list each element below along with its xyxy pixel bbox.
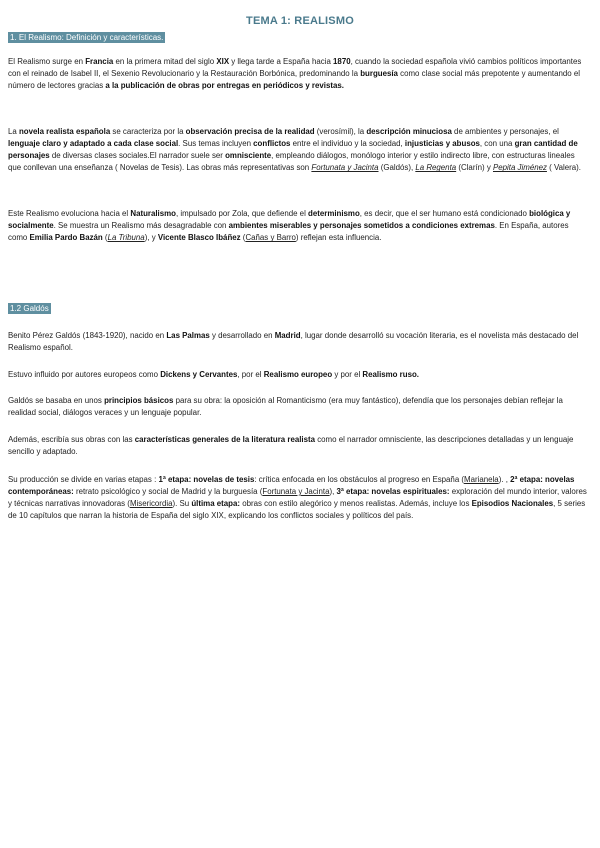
work-title-link: Misericordia xyxy=(129,499,173,509)
paragraph-stages xyxy=(8,474,588,522)
body-text: ( Valera). xyxy=(546,163,581,173)
body-text: , empleando diálogos, monólogo interior y estilo indirecto libre, con estructuras lineales que conllevan una enseñanza ( Novelas de Tesis). Las obras más representativas son xyxy=(8,151,575,173)
body-text: , es decir, que el ser humano está condicionado xyxy=(359,209,530,218)
emphasis-text xyxy=(493,163,547,172)
bold-text: injusticias y abusos xyxy=(404,139,480,149)
bold-text: lenguaje claro y adaptado a cada clase social xyxy=(8,139,179,149)
body-text: Estuvo influido por autores europeos como xyxy=(8,370,161,379)
bold-text: burguesía xyxy=(360,69,398,79)
section-heading-galdos: 1.2 Galdós xyxy=(10,304,49,313)
section-heading-realismo: 1. El Realismo: Definición y características. xyxy=(10,33,164,42)
document-title: TEMA 1: REALISMO xyxy=(246,15,354,27)
body-text: , por el xyxy=(237,370,264,379)
bold-text: Realismo ruso. xyxy=(362,370,419,379)
work-title-link: La Tribuna xyxy=(107,233,145,243)
body-text: entre el individuo y la sociedad, xyxy=(290,139,405,149)
bold-text: 1ª etapa: novelas de tesis xyxy=(158,475,255,484)
body-text: ( xyxy=(102,233,108,243)
body-text: de ambientes y personajes, el xyxy=(451,127,559,136)
paragraph-principles xyxy=(8,395,588,419)
bold-text: XIX xyxy=(216,57,230,66)
work-title-link: La Regenta xyxy=(415,163,457,173)
body-text: Galdós se basaba en unos xyxy=(8,396,105,405)
body-text: y llega tarde a España hacia xyxy=(229,57,334,66)
body-text: ). Su xyxy=(172,499,192,509)
body-text: : crítica enfocada en los obstáculos al progreso en España ( xyxy=(254,475,465,484)
body-text: (Clarín) y xyxy=(456,163,493,173)
bold-text: novela realista española xyxy=(18,127,111,136)
body-text: , con una xyxy=(479,139,515,149)
paragraph-naturalism xyxy=(8,208,588,244)
body-text: (verosímil), la xyxy=(314,127,367,136)
body-text: retrato psicológico y social de Madrid y la burguesía ( xyxy=(73,487,263,497)
emphasis-text xyxy=(415,163,456,172)
body-text: ( xyxy=(240,233,246,243)
bold-text: Madrid xyxy=(274,331,301,340)
body-text: Además, escribía sus obras con las xyxy=(8,435,135,444)
work-title-link: Marianela xyxy=(464,475,499,484)
body-text: de diversas clases sociales.El narrador suele ser xyxy=(49,151,226,161)
paragraph-origin xyxy=(8,56,588,92)
bold-text: Las Palmas xyxy=(166,331,210,340)
bold-text: Naturalismo xyxy=(130,209,176,218)
emphasis-text xyxy=(311,163,378,172)
bold-text: conflictos xyxy=(253,139,291,149)
body-text: en la primera mitad del siglo xyxy=(113,57,217,66)
work-title-link: Cañas y Barro xyxy=(245,233,296,243)
bold-text: a la publicación de obras por entregas en periódicos y revistas. xyxy=(105,81,344,91)
bold-text: Realismo europeo xyxy=(263,370,333,379)
body-text: ), y xyxy=(144,233,158,243)
bold-text: ambientes miserables y personajes sometidos a condiciones extremas xyxy=(228,221,495,231)
bold-text: observación precisa de la realidad xyxy=(185,127,315,136)
body-text: ), xyxy=(329,487,337,497)
body-text: y por el xyxy=(332,370,363,379)
bold-text: Episodios Nacionales xyxy=(471,499,554,509)
body-text: y desarrollado en xyxy=(209,331,275,340)
body-text: se caracteriza por la xyxy=(110,127,186,136)
body-text: . En España, autores como xyxy=(8,221,569,243)
bold-text: determinismo xyxy=(308,209,360,218)
body-text: exploración del mundo interior, valores y técnicas narrativas innovadoras ( xyxy=(8,487,587,509)
body-text: Benito Pérez Galdós (1843-1920), nacido en xyxy=(8,331,167,340)
bold-text: Dickens y Cervantes xyxy=(160,370,238,379)
body-text: . Se muestra un Realismo más desagradable con xyxy=(53,221,229,231)
bold-text: gran cantidad de personajes xyxy=(8,139,578,161)
emphasis-text xyxy=(108,233,145,242)
paragraph-influences xyxy=(8,369,588,381)
bold-text: 3ª etapa: novelas espirituales: xyxy=(336,487,450,497)
body-text: para su obra: la oposición al Romanticismo (era muy fantástico), defendía que los personajes debían reflejar la realidad social, diálogos veraces y un lenguaje popular. xyxy=(8,396,563,418)
bold-text: características generales de la literatura realista xyxy=(134,435,316,444)
body-text: como el narrador omnisciente, las descripciones detalladas y un lenguaje sencillo y adaptado. xyxy=(8,435,574,457)
bold-text: 2ª etapa: novelas contemporáneas: xyxy=(8,475,575,497)
body-text: ). , xyxy=(498,475,511,484)
body-text: Su producción se divide en varias etapas : xyxy=(8,475,159,484)
bold-text: descripción minuciosa xyxy=(366,127,452,136)
bold-text: 1870 xyxy=(333,57,351,66)
body-text: (Galdós), xyxy=(378,163,416,173)
bold-text: Emilia Pardo Bazán xyxy=(29,233,103,243)
body-text: como clase social más prepotente y aumentando el número de lectores gracias xyxy=(8,69,580,91)
body-text: , lugar donde desarrolló su vocación literaria, es el novelista más destacado del Realismo español. xyxy=(8,331,579,353)
body-text: , 5 series de 10 capítulos que narran la historia de España del siglo XIX, explicando los conflictos sociales y políticos del país. xyxy=(8,499,586,521)
body-text: . Sus temas incluyen xyxy=(178,139,254,149)
body-text: ) reflejan esta influencia. xyxy=(295,233,382,243)
paragraph-galdos-bio xyxy=(8,330,588,354)
body-text: Este Realismo evoluciona hacia el xyxy=(8,209,131,218)
body-text: El Realismo surge en xyxy=(8,57,86,66)
paragraph-characteristics xyxy=(8,126,588,174)
work-title-link: Fortunata y Jacinta xyxy=(262,487,330,497)
bold-text: omnisciente xyxy=(225,151,272,161)
body-text: , cuando la sociedad española vivió cambios políticos importantes con el reinado de Isabel II, el Sexenio Revolucionario y la Restauración Borbónica, predominando la xyxy=(8,57,582,79)
paragraph-general-features xyxy=(8,434,588,458)
body-text: La xyxy=(8,127,19,136)
bold-text: biológica y socialmente xyxy=(8,209,571,231)
body-text: obras con estilo alegórico y menos realistas. Además, incluye los xyxy=(240,499,472,509)
work-title-link: Pepita Jiménez xyxy=(492,163,547,173)
work-title-link: Fortunata y Jacinta xyxy=(311,163,379,173)
bold-text: Francia xyxy=(85,57,114,66)
bold-text: última etapa: xyxy=(191,499,241,509)
bold-text: principios básicos xyxy=(104,396,174,405)
bold-text: Vicente Blasco Ibáñez xyxy=(157,233,241,243)
body-text: , impulsado por Zola, que defiende el xyxy=(175,209,309,218)
